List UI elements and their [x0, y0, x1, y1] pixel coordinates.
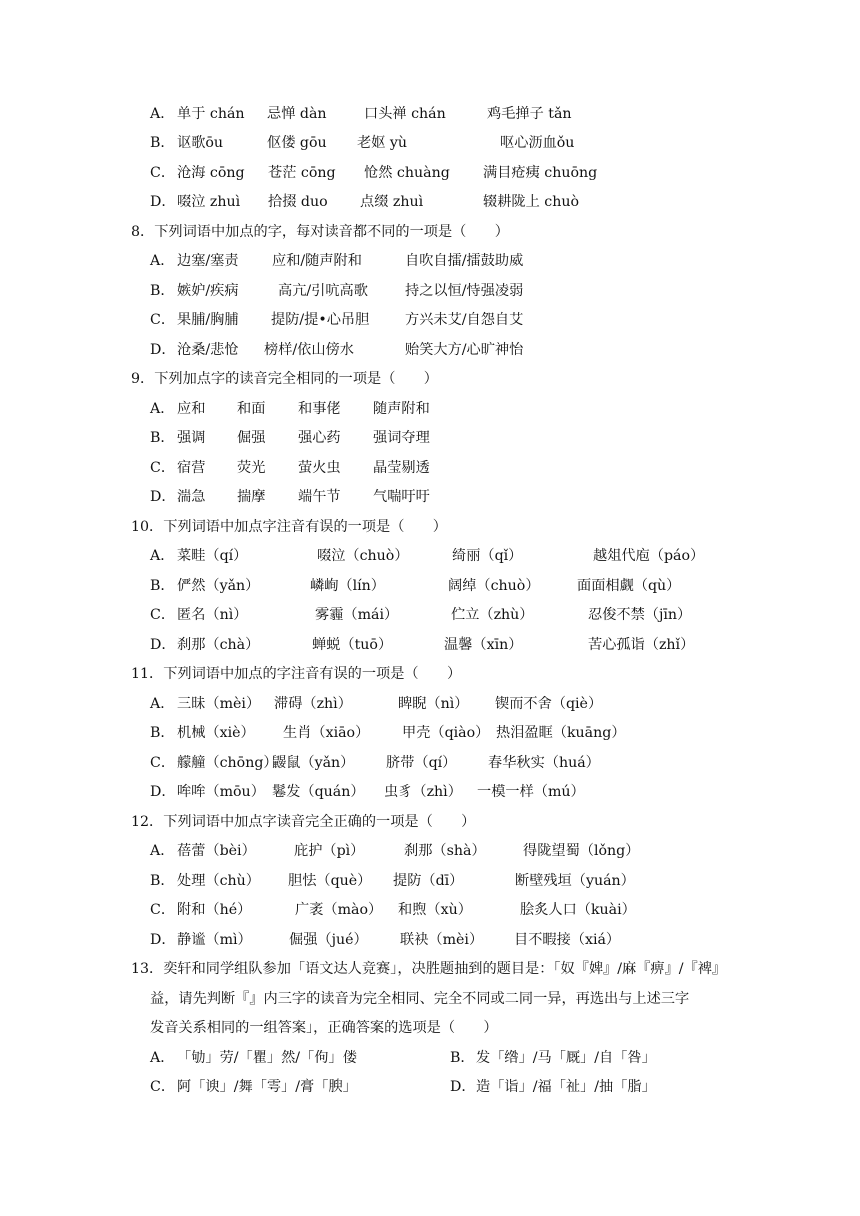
option-item: 蝉蜕（tuō）	[312, 637, 393, 653]
question-9-stem: 9．下列加点字的读音完全相同的一项是（ ）	[131, 371, 438, 387]
option-item: 怆然 chuàng	[364, 165, 450, 181]
option-letter: A．	[150, 253, 175, 269]
option-item: 艨艟（chōng）	[177, 755, 278, 771]
option-item: 啜泣（chuò）	[317, 548, 409, 564]
option-item: 雾霾（mái）	[315, 607, 399, 623]
option-item: 阿「谀」/舞「雩」/膏「腴」	[177, 1079, 357, 1095]
option-item: 呕心沥血ǒu	[500, 135, 575, 151]
option-letter: B．	[150, 283, 175, 299]
option-item: 脍炙人口（kuài）	[520, 902, 636, 918]
option-item: 鸡毛掸子 tǎn	[487, 106, 572, 122]
option-item: 苍茫 cōng	[268, 165, 336, 181]
option-item: 造「诣」/福「祉」/抽「脂」	[476, 1079, 656, 1095]
option-item: 宿营	[177, 460, 206, 476]
option-item: 睥睨（nì）	[398, 696, 469, 712]
option-letter: D．	[450, 1079, 476, 1095]
option-item: 断壁残垣（yuán）	[515, 873, 635, 889]
option-item: 生肖（xiāo）	[283, 725, 370, 741]
option-item: 揣摩	[237, 489, 266, 505]
option-item: 鼹鼠（yǎn）	[272, 755, 355, 771]
option-letter: D．	[150, 489, 176, 505]
option-item: 锲而不舍（qiè）	[495, 696, 603, 712]
option-letter: C．	[150, 607, 176, 623]
option-letter: C．	[150, 1079, 176, 1095]
option-item: 嶙峋（lín）	[310, 578, 385, 594]
option-item: 啜泣 zhuì	[177, 194, 241, 210]
option-item: 满目疮痍 chuōng	[483, 165, 598, 181]
option-item: 广袤（mào）	[295, 902, 383, 918]
option-item: 高亢/引吭高歌	[278, 283, 368, 299]
option-item: 倔强（jué）	[289, 932, 368, 948]
option-item: 强心药	[298, 430, 341, 446]
option-letter: D．	[150, 932, 176, 948]
question-8-stem: 8．下列词语中加点的字，每对读音都不同的一项是（ ）	[131, 224, 509, 240]
option-item: 自吹自擂/擂鼓助威	[405, 253, 524, 269]
option-item: 贻笑大方/心旷神怡	[405, 342, 524, 358]
question-12-stem: 12．下列词语中加点字读音完全正确的一项是（ ）	[131, 814, 476, 830]
option-item: 附和（hé）	[177, 902, 252, 918]
option-item: 胆怯（què）	[288, 873, 372, 889]
option-item: 沧海 cōng	[177, 165, 245, 181]
option-item: 提防/提•心吊胆	[271, 312, 370, 328]
option-letter: C．	[150, 755, 176, 771]
option-item: 三昧（mèi）	[177, 696, 261, 712]
option-item: 甲壳（qiào）	[402, 725, 490, 741]
option-item: 联袂（mèi）	[400, 932, 484, 948]
option-item: 点缀 zhuì	[360, 194, 424, 210]
option-letter: D．	[150, 342, 176, 358]
option-letter: C．	[150, 312, 176, 328]
option-item: 庇护（pì）	[294, 843, 365, 859]
option-item: 边塞/塞责	[177, 253, 239, 269]
option-item: 应和/随声附和	[272, 253, 362, 269]
question-11-stem: 11．下列词语中加点的字注音有误的一项是（ ）	[131, 666, 462, 682]
option-item: 一模一样（mú）	[477, 784, 585, 800]
option-item: 单于 chán	[177, 106, 245, 122]
option-letter: A．	[150, 1050, 175, 1066]
question-10-stem: 10．下列词语中加点字注音有误的一项是（ ）	[131, 519, 447, 535]
option-letter: B．	[150, 873, 175, 889]
option-letter: C．	[150, 165, 176, 181]
option-letter: B．	[450, 1050, 475, 1066]
option-item: 匿名（nì）	[177, 607, 248, 623]
option-item: 讴歌ōu	[177, 135, 224, 151]
option-item: 虫豸（zhì）	[384, 784, 462, 800]
option-item: 萤火虫	[298, 460, 341, 476]
option-letter: B．	[150, 135, 175, 151]
option-item: 方兴未艾/自怨自艾	[405, 312, 524, 328]
option-item: 越俎代庖（páo）	[593, 548, 705, 564]
option-item: 提防（dī）	[393, 873, 464, 889]
option-item: 滞碍（zhì）	[274, 696, 352, 712]
question-13-stem-line-1: 13．奕轩和同学组队参加「语文达人竞赛」，决胜题抽到的题目是：「奴『婢』/麻『痹』/『裨』	[131, 961, 727, 977]
option-item: 目不暇接（xiá）	[514, 932, 621, 948]
option-item: 阔绰（chuò）	[448, 578, 540, 594]
option-item: 湍急	[177, 489, 206, 505]
option-letter: A．	[150, 106, 175, 122]
option-item: 刹那（chà）	[177, 637, 260, 653]
option-letter: C．	[150, 902, 176, 918]
option-item: 俨然（yǎn）	[177, 578, 260, 594]
question-13-stem-line-2: 益，请先判断『』内三字的读音为完全相同、完全不同或二同一异，再选出与上述三字	[150, 991, 690, 1007]
option-item: 温馨（xīn）	[444, 637, 523, 653]
option-item: 发「绺」/马「厩」/自「咎」	[476, 1050, 656, 1066]
option-item: 绮丽（qǐ）	[452, 548, 523, 564]
option-item: 榜样/依山傍水	[264, 342, 354, 358]
option-item: 嫉妒/疾病	[177, 283, 239, 299]
option-item: 持之以恒/恃强凌弱	[405, 283, 524, 299]
option-item: 伛偻 gōu	[267, 135, 327, 151]
option-item: 处理（chù）	[177, 873, 260, 889]
option-item: 脐带（qí）	[386, 755, 457, 771]
option-item: 刹那（shà）	[404, 843, 486, 859]
option-item: 晶莹剔透	[373, 460, 430, 476]
option-item: 口头禅 chán	[364, 106, 446, 122]
option-item: 鬈发（quán）	[272, 784, 365, 800]
option-letter: A．	[150, 696, 175, 712]
option-item: 机械（xiè）	[177, 725, 255, 741]
option-item: 春华秋实（huá）	[488, 755, 600, 771]
option-item: 倔强	[237, 430, 266, 446]
option-item: 强词夺理	[373, 430, 430, 446]
option-item: 忍俊不禁（jīn）	[588, 607, 692, 623]
option-letter: A．	[150, 548, 175, 564]
option-letter: A．	[150, 401, 175, 417]
option-item: 辍耕陇上 chuò	[483, 194, 580, 210]
option-letter: D．	[150, 784, 176, 800]
option-item: 拾掇 duo	[268, 194, 328, 210]
option-item: 荧光	[237, 460, 266, 476]
option-letter: C．	[150, 460, 176, 476]
option-item: 气喘吁吁	[373, 489, 430, 505]
option-letter: B．	[150, 430, 175, 446]
option-item: 老妪 yù	[357, 135, 408, 151]
option-item: 苦心孤诣（zhǐ）	[588, 637, 695, 653]
option-letter: D．	[150, 194, 176, 210]
option-letter: B．	[150, 578, 175, 594]
option-item: 蓓蕾（bèi）	[177, 843, 256, 859]
option-letter: A．	[150, 843, 175, 859]
option-letter: D．	[150, 637, 176, 653]
option-item: 伫立（zhù）	[451, 607, 534, 623]
question-13-stem-line-3: 发音关系相同的一组答案」，正确答案的选项是（ ）	[150, 1020, 498, 1036]
option-item: 面面相觑（qù）	[577, 578, 681, 594]
option-item: 菜畦（qí）	[177, 548, 248, 564]
option-item: 强调	[177, 430, 206, 446]
option-item: 「劬」劳/「瞿」然/「佝」偻	[177, 1050, 357, 1066]
option-letter: B．	[150, 725, 175, 741]
option-item: 随声附和	[373, 401, 430, 417]
option-item: 果脯/胸脯	[177, 312, 239, 328]
option-item: 和面	[237, 401, 266, 417]
option-item: 和煦（xù）	[398, 902, 472, 918]
option-item: 静谧（mì）	[177, 932, 252, 948]
option-item: 沧桑/悲怆	[177, 342, 239, 358]
option-item: 热泪盈眶（kuāng）	[496, 725, 626, 741]
option-item: 哞哞（mōu）	[177, 784, 265, 800]
option-item: 得陇望蜀（lǒng）	[523, 843, 640, 859]
option-item: 和事佬	[298, 401, 341, 417]
option-item: 忌惮 dàn	[267, 106, 327, 122]
option-item: 端午节	[298, 489, 341, 505]
option-item: 应和	[177, 401, 206, 417]
